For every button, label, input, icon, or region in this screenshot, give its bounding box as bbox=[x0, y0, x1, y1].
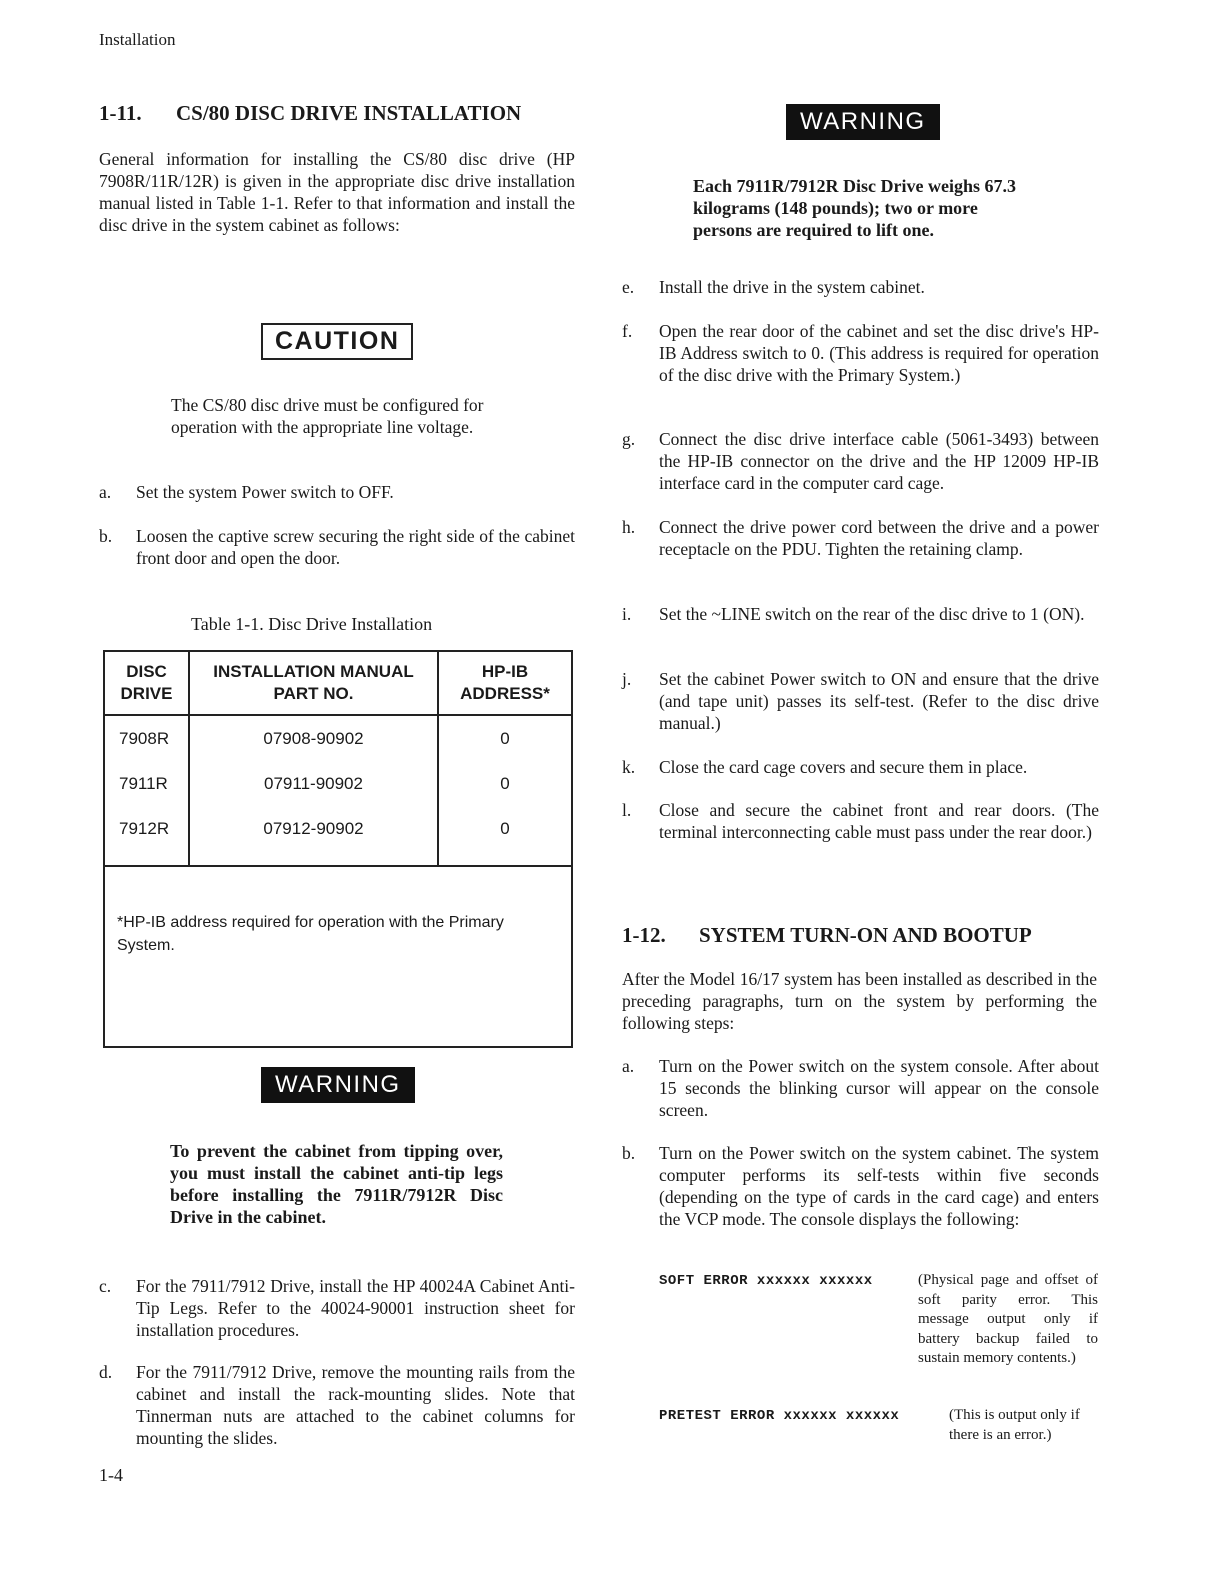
step-letter: i. bbox=[622, 604, 632, 624]
console-message-soft-error: SOFT ERROR xxxxxx xxxxxx bbox=[659, 1273, 873, 1289]
section-title: SYSTEM TURN-ON AND BOOTUP bbox=[699, 923, 1032, 947]
section-1-11-intro: General information for installing the CS/80 disc drive (HP 7908R/11R/12R) is given in the appropriate disc drive installation manual listed in Table 1-1. Refer to that information and install the disc drive in the system cabinet as follows: bbox=[99, 149, 575, 235]
step-text: Open the rear door of the cabinet and set the disc drive's HP-IB Address switch to 0. (This address is required for operation of the disc drive with the Primary System.) bbox=[659, 321, 1099, 385]
table-cell: 0 bbox=[438, 715, 572, 761]
step-letter: k. bbox=[622, 757, 636, 777]
table-spacer-row bbox=[104, 851, 572, 866]
table-cell: 07911-90902 bbox=[189, 761, 438, 806]
disc-drive-table bbox=[103, 650, 573, 1048]
section-1-11-heading bbox=[99, 101, 521, 126]
step-l bbox=[622, 799, 1099, 865]
table-cell: 7908R bbox=[104, 715, 189, 761]
step-text: Close and secure the cabinet front and rear doors. (The terminal interconnecting cable must pass under the rear door.) bbox=[659, 800, 1099, 842]
step-text: Connect the disc drive interface cable (5061-3493) between the HP-IB connector on the drive and the HP 12009 HP-IB interface card in the computer card cage. bbox=[659, 429, 1099, 493]
warning-label-right: WARNING bbox=[786, 104, 940, 140]
step-letter: h. bbox=[622, 517, 636, 537]
step-text: Set the cabinet Power switch to ON and ensure that the drive (and tape unit) passes its self-test. (Refer to the disc drive manual.) bbox=[659, 669, 1099, 733]
step-letter: b. bbox=[99, 526, 113, 546]
bootup-step-a bbox=[622, 1055, 1099, 1121]
step-letter: g. bbox=[622, 429, 636, 449]
table-row bbox=[104, 806, 572, 851]
step-letter: c. bbox=[99, 1276, 112, 1296]
running-head: Installation bbox=[99, 30, 176, 49]
section-number: 1-11. bbox=[99, 101, 142, 125]
step-i bbox=[622, 603, 1099, 647]
step-letter: d. bbox=[99, 1362, 113, 1382]
table-row bbox=[104, 715, 572, 761]
step-k bbox=[622, 756, 1099, 778]
step-e bbox=[622, 276, 1099, 298]
step-letter: l. bbox=[622, 800, 632, 820]
bootup-step-b bbox=[622, 1142, 1099, 1252]
step-text: For the 7911/7912 Drive, remove the mounting rails from the cabinet and install the rack-mounting slides. Note that Tinnerman nuts are attached to the cabinet columns for mounting the slides. bbox=[136, 1362, 575, 1448]
table-cell: 0 bbox=[438, 806, 572, 851]
table-header-cell: INSTALLATION MANUAL PART NO. bbox=[189, 651, 438, 715]
table-header-cell: HP-IB ADDRESS* bbox=[438, 651, 572, 715]
table-header-row bbox=[104, 651, 572, 715]
warning-text-right: Each 7911R/7912R Disc Drive weighs 67.3 kilograms (148 pounds); two or more persons are required to lift one. bbox=[693, 176, 1016, 240]
table-header-cell: DISC DRIVE bbox=[104, 651, 189, 715]
step-text: Loosen the captive screw securing the right side of the cabinet front door and open the door. bbox=[136, 526, 575, 568]
table-cell: 0 bbox=[438, 761, 572, 806]
warning-text-left: To prevent the cabinet from tipping over, you must install the cabinet anti-tip legs before installing the 7911R/7912R Disc Drive in the cabinet. bbox=[170, 1141, 503, 1227]
step-letter: b. bbox=[622, 1143, 636, 1163]
table-cell: 07912-90902 bbox=[189, 806, 438, 851]
step-letter: a. bbox=[622, 1056, 635, 1076]
table-cell: 07908-90902 bbox=[189, 715, 438, 761]
step-letter: a. bbox=[99, 482, 112, 502]
step-text: Install the drive in the system cabinet. bbox=[659, 277, 925, 297]
caution-text: The CS/80 disc drive must be configured for operation with the appropriate line voltage. bbox=[171, 395, 484, 437]
step-text: Connect the drive power cord between the drive and a power receptacle on the PDU. Tighten the retaining clamp. bbox=[659, 517, 1099, 559]
step-h bbox=[622, 516, 1099, 582]
step-g bbox=[622, 428, 1099, 494]
step-d bbox=[99, 1361, 575, 1449]
table-caption: Table 1-1. Disc Drive Installation bbox=[191, 614, 433, 634]
page-number: 1-4 bbox=[99, 1465, 123, 1485]
step-text: Turn on the Power switch on the system cabinet. The system computer performs its self-tests within five seconds (depending on the type of cards in the card cage) and enters the VCP mode. The console displays the following: bbox=[659, 1143, 1099, 1229]
section-1-12-heading bbox=[622, 923, 1032, 948]
step-letter: j. bbox=[622, 669, 632, 689]
table-footnote-row bbox=[104, 866, 572, 1047]
step-text: Set the ~LINE switch on the rear of the disc drive to 1 (ON). bbox=[659, 604, 1085, 624]
step-text: For the 7911/7912 Drive, install the HP 40024A Cabinet Anti-Tip Legs. Refer to the 40024-90001 instruction sheet for installation procedures. bbox=[136, 1276, 575, 1340]
step-c bbox=[99, 1275, 575, 1341]
step-text: Close the card cage covers and secure them in place. bbox=[659, 757, 1028, 777]
console-note-pretest-error: (This is output only if there is an error.) bbox=[949, 1407, 1080, 1443]
step-letter: e. bbox=[622, 277, 635, 297]
step-text: Set the system Power switch to OFF. bbox=[136, 482, 394, 502]
caution-label: CAUTION bbox=[261, 323, 413, 360]
section-title: CS/80 DISC DRIVE INSTALLATION bbox=[176, 101, 522, 125]
step-a bbox=[99, 481, 575, 503]
table-footnote: *HP-IB address required for operation with the Primary System. bbox=[104, 866, 572, 1047]
warning-label-left: WARNING bbox=[261, 1067, 415, 1103]
section-number: 1-12. bbox=[622, 923, 666, 947]
table-row bbox=[104, 761, 572, 806]
step-j bbox=[622, 668, 1099, 734]
step-f bbox=[622, 320, 1099, 408]
step-text: Turn on the Power switch on the system console. After about 15 seconds the blinking cursor will appear on the console screen. bbox=[659, 1056, 1099, 1120]
console-message-pretest-error: PRETEST ERROR xxxxxx xxxxxx bbox=[659, 1408, 900, 1424]
step-letter: f. bbox=[622, 321, 633, 341]
section-1-12-intro: After the Model 16/17 system has been installed as described in the preceding paragraphs, turn on the system by performing the following steps: bbox=[622, 969, 1097, 1033]
console-note-soft-error: (Physical page and offset of soft parity error. This message output only if battery backup failed to sustain memory contents.) bbox=[918, 1272, 1098, 1367]
step-b bbox=[99, 525, 575, 569]
table-cell: 7912R bbox=[104, 806, 189, 851]
table-cell: 7911R bbox=[104, 761, 189, 806]
